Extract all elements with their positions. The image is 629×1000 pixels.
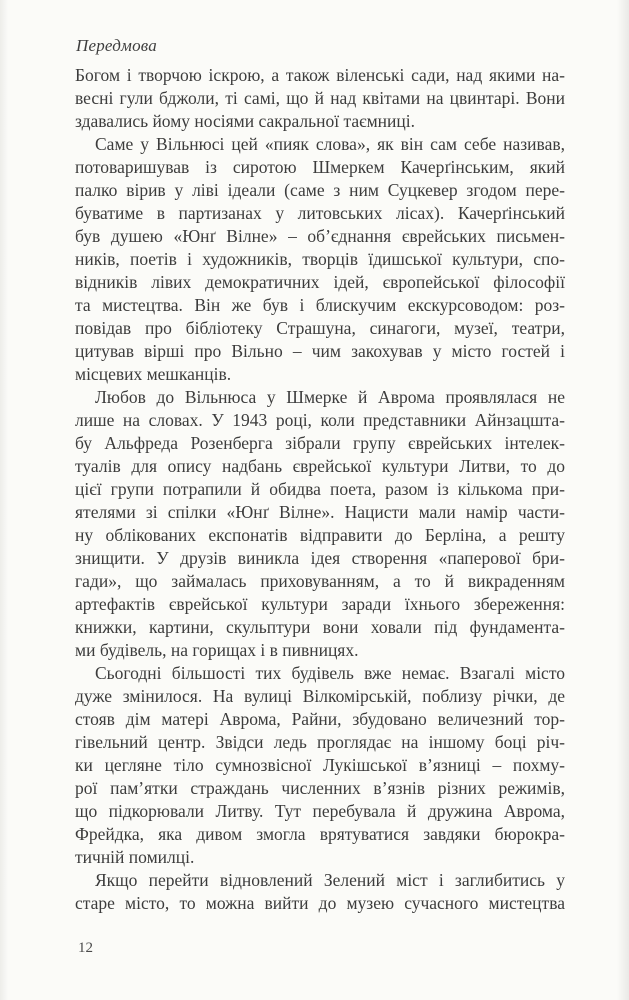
page-number: 12 (78, 940, 93, 956)
text-line: цієї групи потрапили й обидва поета, разом із кількома при- (75, 479, 565, 499)
text-line: що підкорювали Литву. Тут перебувала й дружина Аврома, (75, 801, 565, 821)
text-line: та мистецтва. Він же був і блискучим екскурсоводом: роз- (75, 295, 565, 315)
paragraph (75, 869, 565, 915)
text-line: Богом і творчою іскрою, а також віленські сади, над якими на- (75, 65, 565, 85)
text-line: старе місто, то можна вийти до музею сучасного мистецтва (75, 893, 565, 913)
text-line: книжки, картини, скульптури вони ховали під фундамента- (75, 617, 565, 637)
text-line: Сьогодні більшості тих будівель вже немає. Взагалі місто (95, 663, 565, 683)
scan-edge-shadow-right (617, 0, 629, 1000)
paragraph (75, 662, 565, 869)
text-line: бу Альфреда Розенберга зібрали групу єврейських інтелек- (75, 433, 565, 453)
text-line: туалів для опису надбань єврейської культури Литви, то до (75, 456, 565, 476)
running-header: Передмова (76, 36, 157, 55)
text-line: ки цегляне тіло сумнозвісної Лукішської в’язниці – похму- (75, 755, 565, 775)
text-line: цитував вірші про Вільно – чим закохував у місто гостей і (75, 341, 565, 361)
text-line: повідав про бібліотеку Страшуна, синагоги, музеї, театри, (75, 318, 565, 338)
text-line: тичній помилці. (75, 847, 195, 867)
text-line: палко вірив у ліві ідеали (саме з ним Суцкевер згодом пере- (75, 180, 565, 200)
text-line: лише на словах. У 1943 році, коли представники Айнзацшта- (75, 410, 565, 430)
text-line: весні гули бджоли, ті самі, що й над квітами на цвинтарі. Вони (75, 88, 565, 108)
text-line: знищити. У друзів виникла ідея створення «паперової бри- (75, 548, 565, 568)
text-line: Саме у Вільнюсі цей «пияк слова», як він сам себе називав, (95, 134, 565, 154)
text-line: ми будівель, на горищах і в пивницях. (75, 640, 359, 660)
text-line: ників, поетів і художників, творців їдишської культури, спо- (75, 249, 565, 269)
text-line: рої пам’ятки страждань численних в’язнів різних режимів, (75, 778, 565, 798)
page-body (75, 64, 565, 915)
text-line: Любов до Вільнюса у Шмерке й Аврома проявлялася не (95, 387, 565, 407)
text-line: гівельний центр. Звідси ледь проглядає на іншому боці річ- (75, 732, 565, 752)
text-line: ятелями зі спілки «Юнґ Вілне». Нацисти мали намір части- (75, 502, 565, 522)
text-line: Фрейдка, яка дивом змогла врятуватися завдяки бюрокра- (75, 824, 565, 844)
text-line: буватиме в партизанах у литовських лісах). Качерґінський (75, 203, 565, 223)
text-line: здавались йому носіями сакральної таємниці. (75, 111, 416, 131)
text-line: артефактів єврейської культури заради їхнього збереження: (75, 594, 565, 614)
text-line: Якщо перейти відновлений Зелений міст і заглибитись у (95, 870, 565, 890)
paragraph (75, 64, 565, 133)
text-line: стояв дім матері Аврома, Райни, збудовано величезний тор- (75, 709, 565, 729)
paragraph (75, 133, 565, 386)
text-line: потоваришував із сиротою Шмеркем Качерґінським, який (75, 157, 565, 177)
scan-edge-shadow-left (0, 0, 8, 1000)
text-line: дуже змінилося. На вулиці Вілкомірській, поблизу річки, де (75, 686, 565, 706)
text-line: відників лівих демократичних ідей, європейської філософії (75, 272, 565, 292)
text-line: ну облікованих експонатів відправити до Берліна, а решту (75, 525, 565, 545)
text-line: місцевих мешканців. (75, 364, 232, 384)
text-line: гади», що займалась приховуванням, а то й викраденням (75, 571, 565, 591)
text-line: був душею «Юнґ Вілне» – об’єднання єврейських письмен- (75, 226, 565, 246)
paragraph (75, 386, 565, 662)
